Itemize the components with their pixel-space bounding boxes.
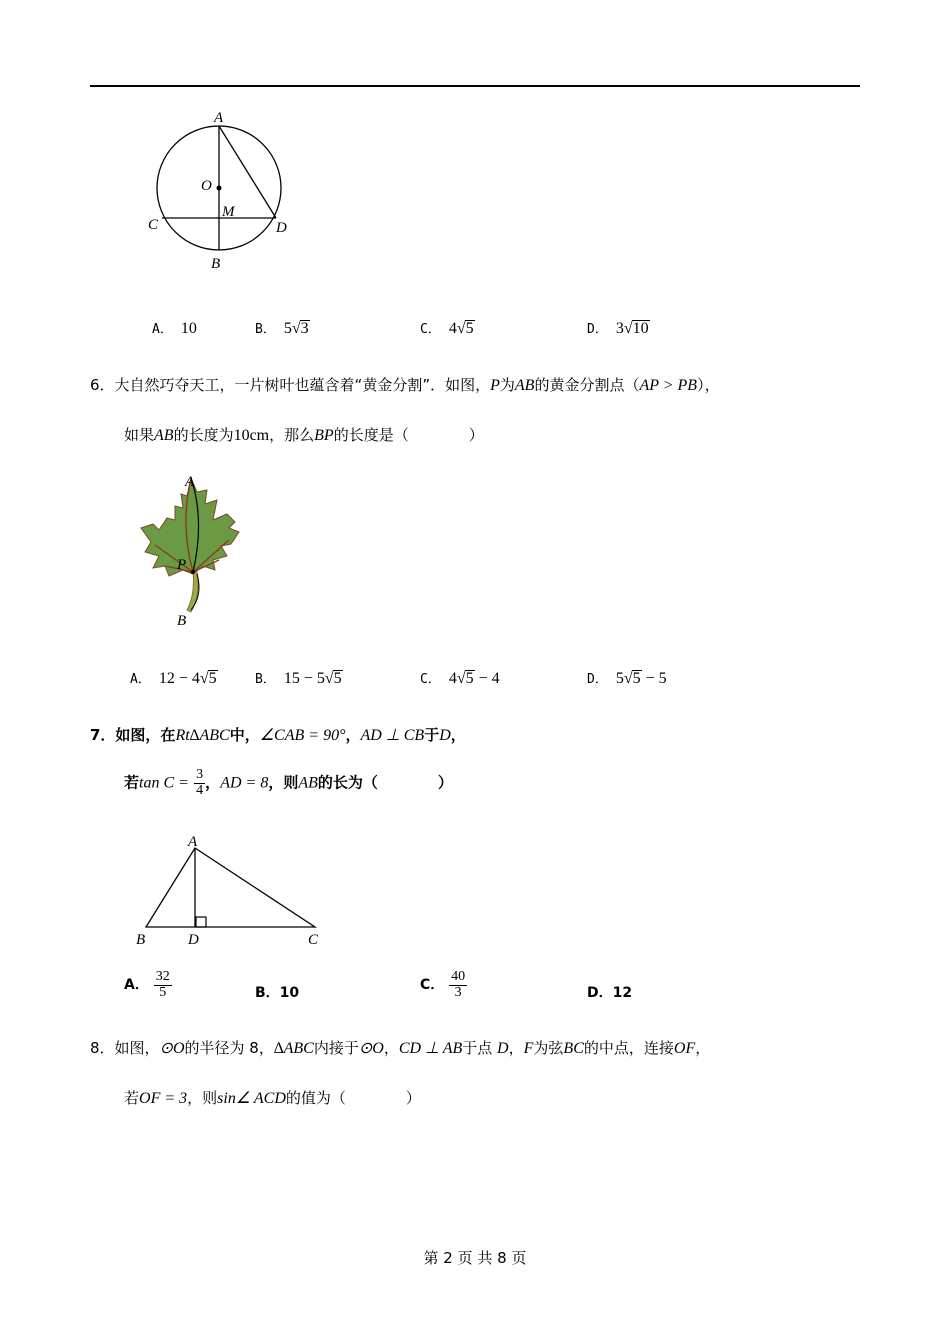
q6-option-a[interactable]: A． 12 − 4√5 xyxy=(130,670,217,687)
header-rule xyxy=(90,85,860,87)
option-label: A． xyxy=(152,322,173,337)
q6-option-d[interactable]: D． 5√5 − 5 xyxy=(587,670,667,687)
q8-stem-line1: 8．如图，⊙O的半径为 8，∆ABC内接于⊙O，CD ⊥ AB于点 D，F为弦BC的中点，连接OF， xyxy=(90,1039,711,1057)
label-O: O xyxy=(201,178,212,194)
label-C: C xyxy=(308,932,319,948)
label-D: D xyxy=(276,220,287,236)
q8-stem-line2: 若OF = 3，则sin∠ ACD的值为（ ） xyxy=(124,1089,421,1107)
option-label: D． xyxy=(587,672,608,687)
option-radicand: 5 xyxy=(632,670,641,687)
option-value: 10 xyxy=(279,985,300,1001)
q6-option-b[interactable]: B． 15 − 5√5 xyxy=(255,670,342,687)
q5-option-b[interactable]: B． 5√3 xyxy=(255,320,309,337)
option-pre: 15 − 5 xyxy=(283,670,325,687)
option-value: 10 xyxy=(180,320,197,337)
option-value: 12 xyxy=(612,985,633,1001)
q7-option-b[interactable] xyxy=(255,982,299,1002)
option-pre: 12 − 4 xyxy=(158,670,200,687)
option-fraction: $\frac{32}{5}$ xyxy=(155,969,170,1000)
label-B: B xyxy=(211,256,221,272)
option-label: C． xyxy=(420,672,441,687)
option-pre: 4 xyxy=(448,670,457,687)
option-label: B． xyxy=(255,322,276,337)
label-A: A xyxy=(185,474,195,490)
label-B: B xyxy=(136,932,146,948)
q6-option-c[interactable]: C． 4√5 − 4 xyxy=(420,670,500,687)
q7-option-a[interactable] xyxy=(124,970,172,1000)
option-fraction: $\frac{40}{3}$ xyxy=(451,969,466,1000)
option-label: D． xyxy=(587,322,608,337)
option-radicand: 5 xyxy=(465,670,474,687)
option-label: B． xyxy=(255,985,280,1001)
label-D: D xyxy=(188,932,199,948)
option-label: A． xyxy=(124,977,149,994)
q7-triangle-figure xyxy=(130,830,330,950)
q5-circle-figure xyxy=(140,108,300,273)
page-footer: 第 2 页 共 8 页 xyxy=(423,1249,527,1267)
fraction: $\frac{3}{4}$ xyxy=(196,767,204,798)
option-label: D． xyxy=(587,985,613,1001)
q5-option-d[interactable]: D． 3√10 xyxy=(587,320,649,337)
q5-option-a[interactable] xyxy=(152,318,197,338)
q7-stem-line2: 若tan C = $\frac{3}{4}$ ，AD = 8，则AB的长为（ ） xyxy=(124,767,453,798)
option-label: C． xyxy=(420,977,445,994)
option-radicand: 3 xyxy=(300,320,309,337)
option-pre: 5 xyxy=(615,670,624,687)
option-radicand: 5 xyxy=(465,320,474,337)
q7-stem-line1: 7．如图，在Rt∆ABC中，∠CAB = 90°，AD ⊥ CB于D， xyxy=(90,726,466,744)
option-coef: 4 xyxy=(448,320,457,337)
label-C: C xyxy=(148,217,159,233)
label-A: A xyxy=(188,834,198,850)
option-radicand: 5 xyxy=(208,670,217,687)
option-radicand: 5 xyxy=(333,670,342,687)
label-A: A xyxy=(214,110,224,126)
label-P: P xyxy=(177,557,187,573)
option-post: − 4 xyxy=(474,670,500,687)
q6-stem-line2: 如果AB的长度为10cm，那么BP的长度是（ ） xyxy=(124,426,484,444)
label-M: M xyxy=(222,204,235,220)
q7-option-d[interactable] xyxy=(587,982,632,1002)
q6-stem-line1: 6．大自然巧夺天工，一片树叶也蕴含着“黄金分割”．如图，P为AB的黄金分割点（AP > PB）， xyxy=(90,376,720,394)
option-label: C． xyxy=(420,322,441,337)
option-coef: 3 xyxy=(615,320,624,337)
q7-option-c[interactable] xyxy=(420,970,467,1000)
q5-option-c[interactable]: C． 4√5 xyxy=(420,320,474,337)
option-label: B． xyxy=(255,672,276,687)
option-radicand: 10 xyxy=(632,320,649,337)
option-coef: 5 xyxy=(283,320,292,337)
label-B: B xyxy=(177,613,187,629)
option-label: A． xyxy=(130,672,151,687)
q6-leaf-figure xyxy=(135,470,250,630)
option-post: − 5 xyxy=(641,670,667,687)
